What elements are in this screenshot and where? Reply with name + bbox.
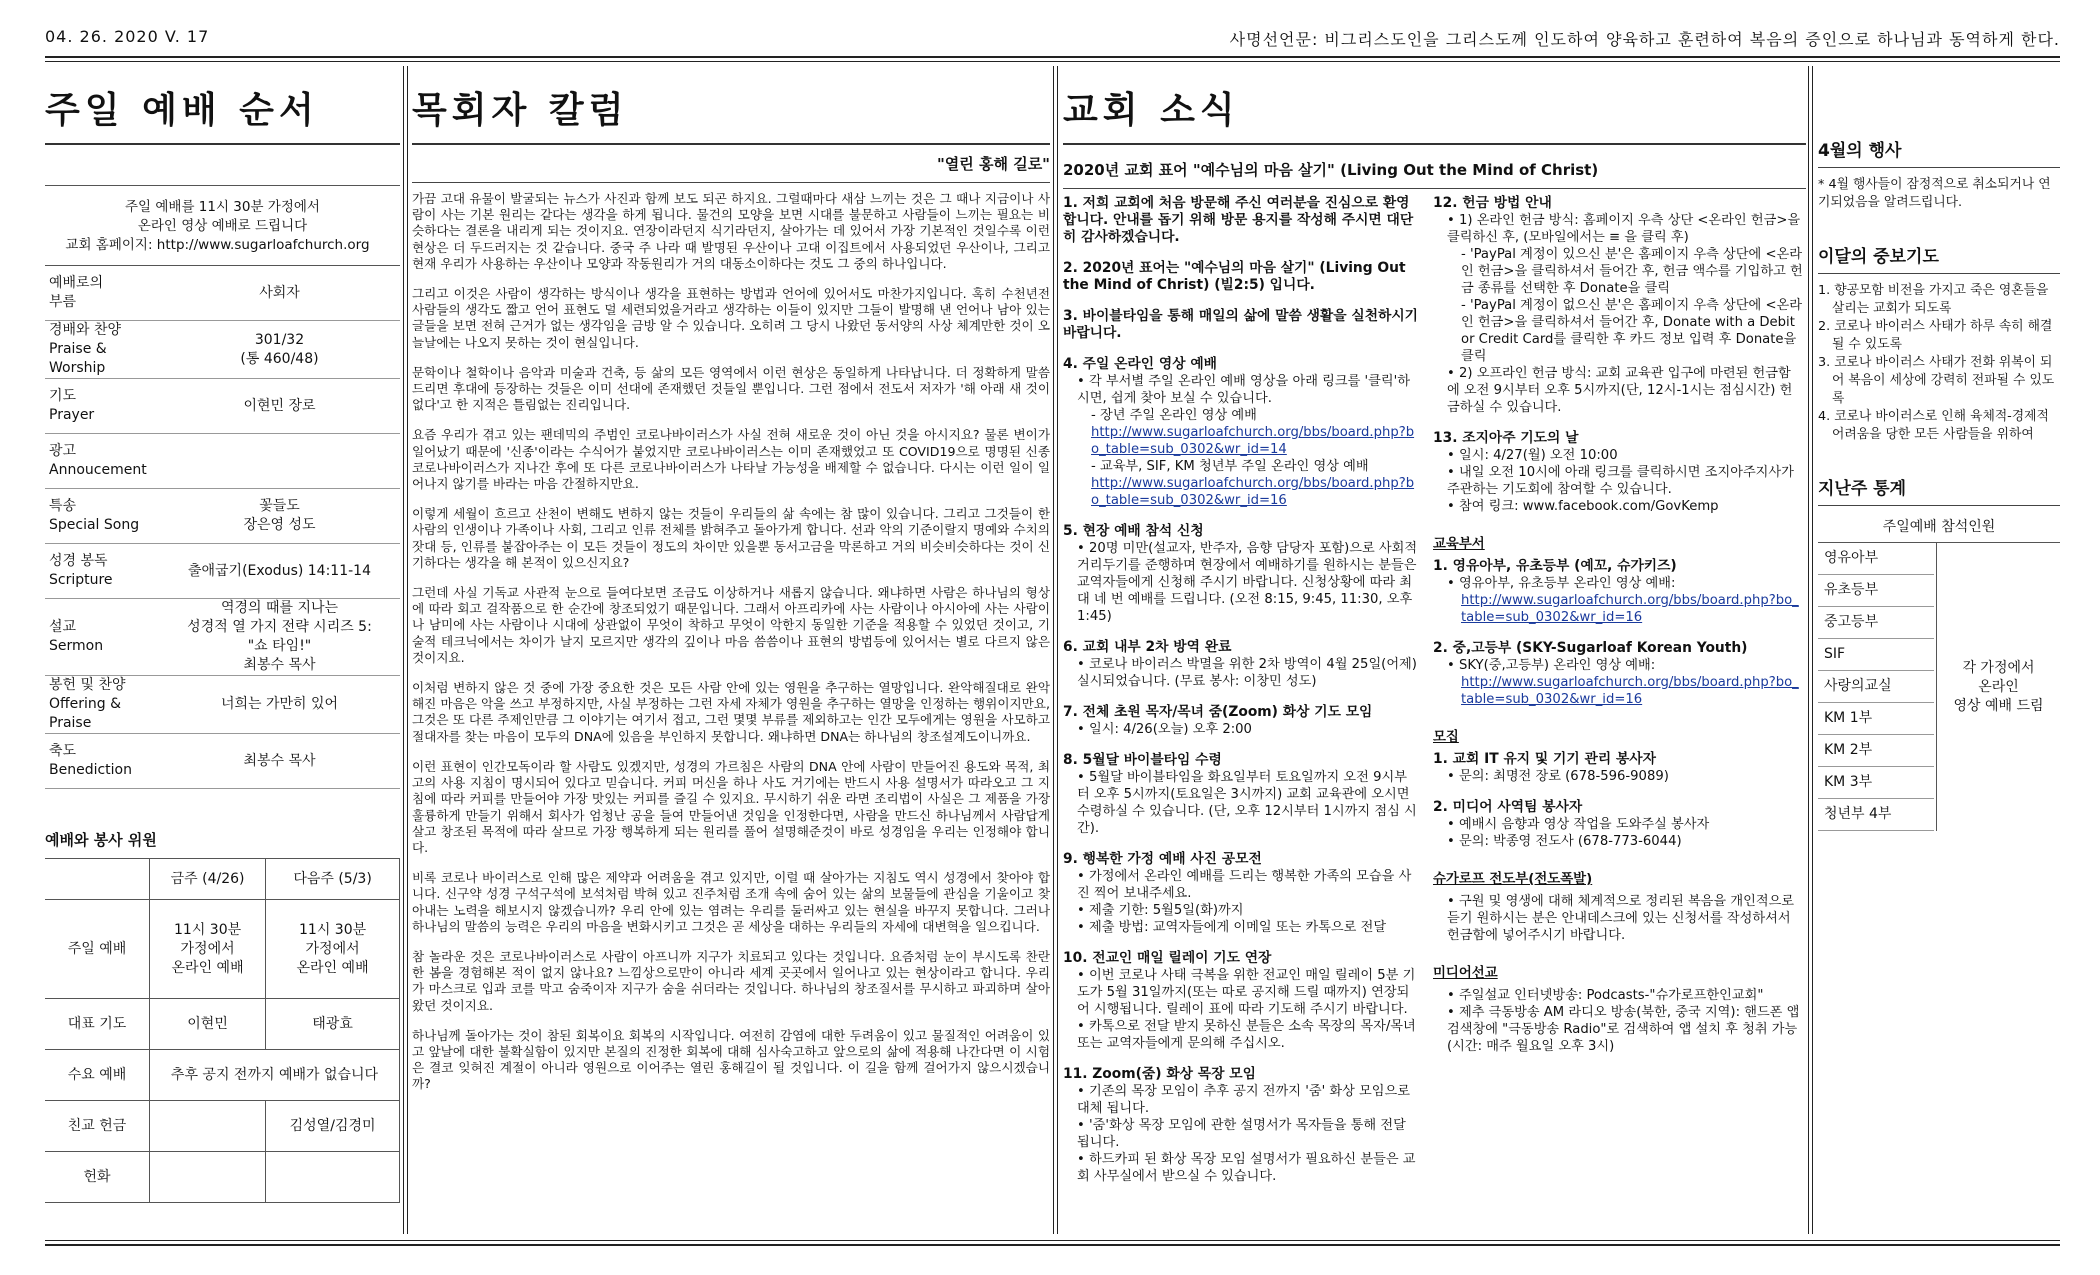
staff-value: 추후 공지 전까지 예배가 없습니다	[150, 1050, 400, 1101]
media-text	[1433, 987, 1803, 1055]
staff-value-next: 11시 30분 가정에서 온라인 예배	[266, 900, 400, 999]
news-item	[1063, 639, 1418, 690]
staff-role: 수요 예배	[45, 1050, 150, 1101]
column-paragraph: 이런 표현이 인간모독이라 할 사람도 있겠지만, 성경의 가르침은 사람의 DNA 안에 사람이 만들어진 용도와 목적, 최고의 사용 지침이 명시되어 있다고 믿습니다. 커피 머신을 하나 사도 거기에는 반드시 사용 설명서가 따라오고 그 지침에 따라 커피를 만들어야 가장 맛있는 커피를 즐길 수 있지요. 무시하기 쉬운 라면 조리법이 사실은 그 제품을 가장 훌륭하게 만들기 위해서 회사가 엄청난 공을 들여 만들어낸 것임을 인정한다면, 사람을 만드신 하나님께서 사람답게 살고 창조된 목적에 따라 살므로 가장 행복하게 되는 원리를 풀어 설명해준것이 바로 성경임을 우리는 인정해야 합니다.	[412, 758, 1050, 855]
stats-row: 영유아부	[1818, 543, 1934, 575]
news-item	[1063, 195, 1418, 246]
staff-row	[45, 1050, 400, 1101]
order-value: 꽃들도 장은영 성도	[243, 498, 316, 533]
staff-value-this	[150, 1152, 266, 1203]
order-value: 301/32 (통 460/48)	[240, 331, 319, 367]
news-item-heading: 10. 전교인 매일 릴레이 기도 연장	[1063, 950, 1272, 966]
order-value: 사회자	[259, 284, 300, 301]
news-right-list	[1433, 195, 1803, 1069]
events-title: 4월의 행사	[1818, 136, 2060, 168]
news-item-line: • '줌'화상 목장 모임에 관한 설명서가 목자들을 통해 전달 됩니다.	[1077, 1118, 1406, 1150]
staff-row	[45, 900, 400, 999]
mission-statement: 사명선언문: 비그리스도인을 그리스도께 인도하여 양육하고 훈련하여 복음의 증인으로 하나님과 동역하게 한다.	[1229, 30, 2060, 49]
order-row	[45, 266, 400, 321]
news-item-line: • 문의: 박종영 전도사 (678-773-6044)	[1447, 834, 1682, 849]
staff-role: 주일 예배	[45, 900, 150, 999]
news-item-line: • 영유아부, 유초등부 온라인 영상 예배:	[1447, 576, 1676, 591]
staff-value-next: 김성열/김경미	[266, 1101, 400, 1152]
news-item-heading: 12. 헌금 방법 안내	[1433, 195, 1552, 211]
order-row	[45, 599, 400, 676]
stats-row: 사랑의교실	[1818, 671, 1934, 703]
news-item-line: • 참여 링크: www.facebook.com/GovKemp	[1447, 499, 1719, 514]
news-item-line: • 가정에서 온라인 예배를 드리는 행복한 가족의 모습을 사진 찍어 보내주세요.	[1077, 869, 1412, 901]
column-body	[412, 191, 1050, 1093]
news-item-heading: 5. 현장 예배 참석 신청	[1063, 523, 1204, 539]
worship-order-column	[45, 70, 400, 1230]
bottom-rule	[45, 1240, 2060, 1246]
news-item	[1433, 751, 1803, 785]
news-item-line: • 제출 방법: 교역자들에게 이메일 또는 카톡으로 전달	[1077, 920, 1387, 935]
recruit-heading: 모집	[1433, 730, 1459, 745]
news-item-line: • 문의: 최명전 장로 (678-596-9089)	[1447, 769, 1669, 784]
news-item-line: • 5월달 바이블타임을 화요일부터 토요일까지 오전 9시부터 오후 5시까지(토요일은 3시까지) 교회 교육관에 오시면 수령하실 수 있습니다. (단, 오후 12시부터 1시까지 점심 시간).	[1077, 770, 1417, 836]
news-body	[1063, 188, 1806, 1189]
news-item	[1433, 430, 1803, 515]
column-paragraph: 가끔 고대 유물이 발굴되는 뉴스가 사진과 함께 보도 되곤 하지요. 그럴때마다 새삼 느끼는 것은 그 때나 지금이나 사람이 사는 기본 원리는 같다는 생각을 하게 됩니다. 물건의 모양을 보면 시대를 불문하고 사람들이 느끼는 필요는 비슷하다는 결론을 내리게 되는 것이지요. 연장이라던지 식기라던지, 살아가는 데 있어서 가장 기본적인 것일수록 이런 현상은 더 두드러지는 것 같습니다. 중국 주 나라 때 발명된 우산이나 고대 이집트에서 사용되었던 우산이나, 그리고 현재 우리가 사용하는 우산이나 모양과 작동원리가 거의 대동소이하다는 것도 그 중의 하나입니다.	[412, 191, 1050, 271]
stats-row: 유초등부	[1818, 575, 1934, 607]
order-label: 예배로의 부름	[49, 275, 104, 310]
media-line: • 제추 극동방송 AM 라디오 방송(북한, 중국 지역): 핸드폰 앱 검색창에 "극동방송 Radio"로 검색하여 앱 설치 후 청취 가능 (시간: 매주 월요일 오후 3시)	[1447, 1005, 1800, 1054]
news-title: 교회 소식	[1063, 90, 1240, 131]
column-divider	[1808, 66, 1813, 1234]
column-paragraph: 이렇게 세월이 흐르고 산천이 변해도 변하지 않는 것들이 우리들의 삶 속에는 참 많이 있습니다. 그리고 그것들이 한 사람의 인생이나 가족이나 사회, 그리고 인류 전체를 밝혀주고 돌아가게 합니다. 선과 악의 기준이랄지 명예와 수치의 잣대 등, 인류를 붙잡아주는 이 모든 것들이 정도의 차이만 있을뿐 동서고금을 막론하고 거의 비슷비슷하다는 것이 신기하다는 생각을 해 본적이 있으신지요?	[412, 506, 1050, 570]
news-item	[1063, 356, 1418, 509]
church-motto: 2020년 교회 표어 "예수님의 마음 살기" (Living Out the Mind of Christ)	[1063, 161, 1599, 179]
order-row	[45, 379, 400, 434]
news-left-list	[1063, 195, 1418, 1199]
subtitle-rule	[412, 182, 1050, 183]
news-link[interactable]: http://www.sugarloafchurch.org/bbs/board.php?bo_table=sub_0302&wr_id=16	[1091, 476, 1415, 508]
news-item-heading: 2. 2020년 표어는 "예수님의 마음 살기" (Living Out the Mind of Christ) (빌2:5) 입니다.	[1063, 260, 1406, 293]
news-item-line: • 1) 온라인 헌금 방식: 홈페이지 우측 상단 <온라인 헌금>을 클릭하신 후, (모바일에서는 ≡ 을 클릭 후)	[1447, 213, 1801, 245]
staff-corner	[45, 859, 150, 900]
staff-row	[45, 1152, 400, 1203]
staff-table	[45, 858, 400, 1203]
evangelism-text	[1433, 893, 1803, 944]
news-item-line: • 예배시 음향과 영상 작업을 도와주실 봉사자	[1447, 817, 1710, 832]
news-item-line: • 내일 오전 10시에 아래 링크를 클릭하시면 조지아주지사가 주관하는 기도회에 참여할 수 있습니다.	[1447, 465, 1794, 497]
stats-row: 중고등부	[1818, 607, 1934, 639]
news-item-heading: 1. 영유아부, 유초등부 (예꼬, 슈가키즈)	[1433, 558, 1677, 574]
news-item	[1063, 523, 1418, 625]
news-item	[1063, 851, 1418, 936]
staff-role: 대표 기도	[45, 999, 150, 1050]
staff-value-this	[150, 1101, 266, 1152]
order-label: 축도 Benediction	[49, 743, 132, 778]
order-value: 이현민 장로	[243, 397, 316, 414]
staff-col-this: 금주 (4/26)	[150, 859, 266, 900]
media-line: • 주일설교 인터넷방송: Podcasts-"슈가로프한인교회"	[1447, 988, 1764, 1003]
stats-table	[1818, 542, 2060, 831]
news-item-line: • 각 부서별 주일 온라인 예배 영상을 아래 링크를 '클릭'하시면, 쉽게 찾아 보실 수 있습니다.	[1077, 374, 1411, 406]
news-item-line: • 기존의 목장 모임이 추후 공지 전까지 '줌' 화상 모임으로 대체 됩니다.	[1077, 1084, 1411, 1116]
news-item-line: • 제출 기한: 5월5일(화)까지	[1077, 903, 1244, 918]
prayer-item: 3. 코로나 바이러스 사태가 전화 위복이 되어 복음이 세상에 강력히 전파될 수 있도록	[1818, 355, 2055, 406]
column-paragraph: 그리고 이것은 사람이 생각하는 방식이나 생각을 표현하는 방법과 언어에 있어서도 마찬가지입니다. 혹히 수천년전 사람들의 생각도 짧고 언어 표현도 덜 세련되었을거라고 생각하는 이들이 있지만 그들이 발명해 낸 언어나 남아 있는 글들을 보면 전혀 근거가 없는 생각임을 금방 알 수 있습니다. 오히려 그 당시 나왔던 동서양의 사상 체계만한 것이 오늘날에는 나오지 못하는 것이 현실입니다.	[412, 286, 1050, 350]
stats-row: 청년부 4부	[1818, 799, 1934, 831]
order-value: 출애굽기(Exodus) 14:11-14	[187, 562, 371, 579]
news-item-line: • 2) 오프라인 헌금 방식: 교회 교육관 입구에 마련된 헌금함에 오전 9시부터 오후 5시까지(단, 12시-1시는 점심시간) 헌금하실 수 있습니다.	[1447, 366, 1793, 415]
news-item-line: • SKY(중,고등부) 온라인 영상 예배:	[1447, 658, 1656, 673]
stats-row: KM 3부	[1818, 767, 1934, 799]
news-item-heading: 11. Zoom(줌) 화상 목장 모임	[1063, 1066, 1256, 1082]
news-item-line: • 이번 코로나 사태 극복을 위한 전교인 매일 릴레이 5분 기도가 5월 31일까지(또는 따로 공지해 드릴 때까지) 연장되어 시행됩니다. 릴레이 표에 따라 기도해 주시기 바랍니다.	[1077, 968, 1416, 1017]
prayer-list	[1818, 282, 2060, 444]
news-item-line: • 하드카피 된 화상 목장 모임 설명서가 필요하신 분들은 교회 사무실에서 받으실 수 있습니다.	[1077, 1152, 1416, 1184]
column-paragraph: 이처럼 변하지 않은 것 중에 가장 중요한 것은 모든 사람 안에 있는 영원을 추구하는 열망입니다. 완악해질대로 완악해진 마음은 악을 쓰고 부정하지만, 사실 부정하는 그런 자세 자체가 영원을 추구하는 열망을 인정하는 행위이지만요, 그것은 또 다른 주제인만큼 그 이야기는 여기서 접고, 그런 몇몇 부류를 제외하고는 인간 모두에게는 영원을 사모하고 절대자를 찾는 마음이 모두의 DNA에 있음을 부인하지 못합니다. 왜냐하면 DNA는 하나님의 창조설계도이니까요.	[412, 680, 1050, 744]
stats-row: SIF	[1818, 639, 1934, 671]
staff-role: 헌화	[45, 1152, 150, 1203]
staff-row	[45, 999, 400, 1050]
column-paragraph: 그런데 사실 기독교 사관적 눈으로 들여다보면 조금도 이상하거나 새롭지 않습니다. 왜냐하면 사람은 하나님의 형상에 따라 회고 걸작품으로 한 순간에 창조되었기 때문입니다. 그래서 아프리카에 사는 사람이나 아시아에 사는 사람이나 남미에 사는 사람이나 시대에 상관없이 무엇이 착하고 무엇이 악한지 동일한 기준을 적용할 수 있었던 것이고, 기술적 테크닉에서는 차이가 날지 모르지만 생각의 깊이나 마음 씀씀이나 표현의 방법등에 있어서는 별로 다르지 않은 것이지요.	[412, 585, 1050, 665]
column-divider	[403, 66, 408, 1234]
staff-col-next: 다음주 (5/3)	[266, 859, 400, 900]
news-item-heading: 13. 조지아주 기도의 날	[1433, 430, 1579, 446]
news-item-line: - 장년 주일 온라인 영상 예배	[1091, 408, 1257, 423]
prayer-item: 1. 향공모함 비전을 가지고 죽은 영혼들을 살리는 교회가 되도록	[1818, 283, 2049, 316]
news-item-line: • 일시: 4/26(오늘) 오후 2:00	[1077, 722, 1252, 737]
news-item-heading: 6. 교회 내부 2차 방역 완료	[1063, 639, 1232, 655]
news-item-line: • 20명 미만(설교자, 반주자, 음향 담당자 포함)으로 사회적 거리두기를 준행하며 현장에서 예배하기를 원하시는 분들은 교역자들에게 신청해 주시기 바랍니다. 신청상황에 따라 최대 네 번 예배를 드립니다. (오전 8:15, 9:45, 11:30, 오후 1:45)	[1077, 541, 1418, 624]
news-item-line: - 교육부, SIF, KM 청년부 주일 온라인 영상 예배	[1091, 459, 1369, 474]
order-label: 기도 Prayer	[49, 388, 95, 423]
news-item	[1063, 1066, 1418, 1185]
order-row	[45, 489, 400, 544]
top-rule	[45, 56, 2060, 62]
column-paragraph: 하나님께 돌아가는 것이 참된 회복이요 회복의 시작입니다. 여전히 감염에 대한 두려움이 있고 물질적인 어려움이 있고 앞날에 대한 불확실함이 있지만 본질의 진정한 회복에 대해 심사숙고하고 앞으로의 삶에 적용해 나간다면 이 시험은 결코 잊혀진 계절이 아니라 영원으로 이어주는 열린 홍해길이 될 것입니다. 이 길을 함께 걸어가지 않으시겠습니까?	[412, 1027, 1050, 1092]
order-value: 최봉수 목사	[243, 752, 316, 769]
news-item-line: • 카톡으로 전달 받지 못하신 분들은 소속 목장의 목자/목녀 또는 교역자들에게 문의해 주십시오.	[1077, 1019, 1416, 1051]
order-row	[45, 676, 400, 734]
order-row	[45, 434, 400, 489]
evangelism-line: • 구원 및 영생에 대해 체계적으로 정리된 복음을 개인적으로 듣기 원하시는 분은 안내데스크에 있는 신청서를 작성하셔서 헌금함에 넣어주시기 바랍니다.	[1447, 894, 1795, 943]
news-link[interactable]: http://www.sugarloafchurch.org/bbs/board.php?bo_table=sub_0302&wr_id=16	[1461, 675, 1799, 707]
column-paragraph: 참 놀라운 것은 코로나바이러스로 사람이 아프니까 지구가 치료되고 있다는 것입니다. 요즘처럼 눈이 부시도록 찬란한 봄을 경험해본 적이 없지 않나요? 느낌상으로만이 아니라 세계 곳곳에서 일어나고 있는 현상이라고 합니다. 우리가 마스크로 입과 코를 막고 숨죽이자 지구가 숨을 쉬더라는 것입니다. 하나님의 창조질서를 무시하고 파괴하며 살아왔던 것이지요.	[412, 948, 1050, 1013]
news-item	[1433, 640, 1803, 708]
staff-value-this: 11시 30분 가정에서 온라인 예배	[150, 900, 266, 999]
prayer-item: 2. 코로나 바이러스 사태가 하루 속히 해결될 수 있도록	[1818, 319, 2053, 352]
news-item-heading: 8. 5월달 바이블타임 수령	[1063, 752, 1222, 768]
column-paragraph: 요즘 우리가 겪고 있는 팬데믹의 주범인 코로나바이러스가 사실 전혀 새로운 것이 아닌 것을 아시지요? 물론 변이가 일어났기 때문에 '신종'이라는 수식어가 붙었지만 코로나바이러스는 이미 존재했었고 또 COVID19으로 명명된 신종 코로나바이러스가 지나간 후에 또 다른 코로나바이러스가 나타날 가능성을 배제할 수 없습니다. 다시는 이런 일이 일어나지 않기를 바라는 마음 간절하지만요.	[412, 427, 1050, 492]
intro-line: 주일 예배를 11시 30분 가정에서	[125, 199, 320, 215]
pastor-column-title: 목회자 칼럼	[412, 90, 629, 131]
news-item-heading: 4. 주일 온라인 영상 예배	[1063, 356, 1218, 372]
news-item	[1063, 950, 1418, 1052]
news-item-heading: 1. 교회 IT 유지 및 기기 관리 봉사자	[1433, 751, 1656, 767]
order-label: 광고 Annoucement	[49, 443, 147, 478]
pastor-column	[412, 70, 1050, 1230]
order-row	[45, 321, 400, 379]
column-subtitle: "열린 홍해 길로"	[936, 155, 1050, 173]
staff-value-next	[266, 1152, 400, 1203]
staff-value-next: 태광효	[266, 999, 400, 1050]
staff-value-this: 이현민	[150, 999, 266, 1050]
news-item-heading: 7. 전체 초원 목자/목녀 줌(Zoom) 화상 기도 모임	[1063, 704, 1373, 720]
events-text: * 4월 행사들이 잠정적으로 취소되거나 연기되었음을 알려드립니다.	[1818, 177, 2051, 210]
stats-subtitle: 주일예배 참석인원	[1882, 519, 1996, 535]
order-row	[45, 544, 400, 599]
stats-title: 지난주 통계	[1818, 474, 2060, 506]
news-item	[1433, 799, 1803, 850]
column-paragraph: 비록 코로나 바이러스로 인해 많은 제약과 어려움을 겪고 있지만, 이럴 때 살아가는 지침도 역시 성경에서 찾아야 합니다. 신구약 성경 구석구석에 보석처럼 박혀 있고 진주처럼 조개 속에 숨어 있는 삶의 보물들에 관심을 기울이고 찾아내는 노력을 해보시지 않겠습니까? 우리 안에 있는 염려는 우리를 둘러싸고 있는 현실을 바꾸지 못합니다. 그러나 하나님의 말씀의 능력은 우리의 마음을 변화시키고 그것은 곧 세상을 대하는 우리들의 자세에 대변혁을 일으킵니다.	[412, 870, 1050, 934]
order-label: 설교 Sermon	[49, 619, 104, 654]
title-rule	[412, 143, 1050, 145]
stats-note: 각 가정에서 온라인 영상 예배 드림	[1936, 543, 2060, 831]
news-item	[1433, 195, 1803, 416]
news-item-line: • 일시: 4/27(월) 오전 10:00	[1447, 448, 1618, 463]
homepage-link[interactable]: 교회 홈페이지: http://www.sugarloafchurch.org	[65, 237, 370, 253]
title-rule	[1063, 143, 1806, 145]
news-item-heading: 3. 바이블타임을 통해 매일의 삶에 말씀 생활을 실천하시기 바랍니다.	[1063, 308, 1419, 341]
order-label: 봉헌 및 찬양 Offering & Praise	[49, 677, 126, 731]
edu-heading: 교육부서	[1433, 537, 1485, 552]
news-item-line: - 'PayPal 계정이 없으신 분'은 홈페이지 우측 상단에 <온라인 헌금>을 클릭하셔서 들어간 후, Donate with a Debit or Credit Card를 클릭한 후 카드 정보 입력 후 Donate을 클릭	[1461, 298, 1802, 364]
news-link[interactable]: http://www.sugarloafchurch.org/bbs/board.php?bo_table=sub_0302&wr_id=16	[1461, 593, 1799, 625]
sidebar-column	[1818, 70, 2060, 1230]
column-paragraph: 문학이나 철학이나 음악과 미술과 건축, 등 삶의 모든 영역에서 이런 현상은 동일하게 나타납니다. 더 정확하게 말씀드리면 후대에 등장하는 것들은 이미 선대에 존재했던 것들일 뿐입니다. 그런 점에서 전도서 저자가 '해 아래 새 것이 없다'고 한 지적은 틀림없는 진리입니다.	[412, 364, 1050, 413]
order-row	[45, 734, 400, 789]
news-item	[1063, 260, 1418, 294]
news-item-heading: 9. 행복한 가정 예배 사진 공모전	[1063, 851, 1262, 867]
news-column	[1063, 70, 1806, 1230]
order-label: 경배와 찬양 Praise & Worship	[49, 322, 122, 376]
stats-row: KM 1부	[1818, 703, 1934, 735]
news-item-heading: 1. 저희 교회에 처음 방문해 주신 여러분을 진심으로 환영합니다. 안내를 돕기 위해 방문 용지를 작성해 주시면 대단히 감사하겠습니다.	[1063, 195, 1414, 245]
worship-intro	[45, 185, 400, 266]
staff-role: 친교 헌금	[45, 1101, 150, 1152]
stats-row: KM 2부	[1818, 735, 1934, 767]
worship-order-list	[45, 266, 400, 789]
title-rule	[45, 143, 400, 145]
media-heading: 미디어선교	[1433, 966, 1498, 981]
top-bar	[45, 27, 2060, 53]
prayer-item: 4. 코로나 바이러스로 인해 육체적-경제적 어려움을 당한 모든 사람들을 위하여	[1818, 409, 2049, 442]
order-value: 너희는 가만히 있어	[220, 696, 339, 712]
staff-title: 예배와 봉사 위원	[45, 831, 157, 849]
news-item	[1063, 752, 1418, 837]
prayer-title: 이달의 중보기도	[1818, 242, 2060, 274]
date-volume: 04. 26. 2020 V. 17	[45, 27, 210, 46]
order-value: 역경의 때를 지나는 성경적 열 가지 전략 시리즈 5: "쇼 타임!" 최봉수 목사	[187, 600, 372, 673]
column-divider	[1053, 66, 1058, 1234]
news-item-line: - 'PayPal 계정이 있으신 분'은 홈페이지 우측 상단에 <온라인 헌금>을 클릭하셔서 들어간 후, 헌금 액수를 기입하고 헌금 종류를 선택한 후 Donate을 클릭	[1461, 247, 1803, 296]
news-link[interactable]: http://www.sugarloafchurch.org/bbs/board.php?bo_table=sub_0302&wr_id=14	[1091, 425, 1415, 457]
news-item	[1433, 558, 1803, 626]
order-label: 특송 Special Song	[49, 498, 140, 533]
worship-order-title: 주일 예배 순서	[45, 90, 319, 131]
news-item	[1063, 704, 1418, 738]
news-item-heading: 2. 미디어 사역팀 봉사자	[1433, 799, 1583, 815]
intro-line: 온라인 영상 예배로 드립니다	[137, 218, 308, 234]
order-label: 성경 봉독 Scripture	[49, 553, 113, 588]
news-item-heading: 2. 중,고등부 (SKY-Sugarloaf Korean Youth)	[1433, 640, 1748, 656]
staff-row	[45, 1101, 400, 1152]
news-item-line: • 코로나 바이러스 박멸을 위한 2차 방역이 4월 25일(어제) 실시되었습니다. (무료 봉사: 이창민 성도)	[1077, 657, 1417, 689]
news-item	[1063, 308, 1418, 342]
evangelism-heading: 슈가로프 전도부(전도폭발)	[1433, 872, 1593, 887]
